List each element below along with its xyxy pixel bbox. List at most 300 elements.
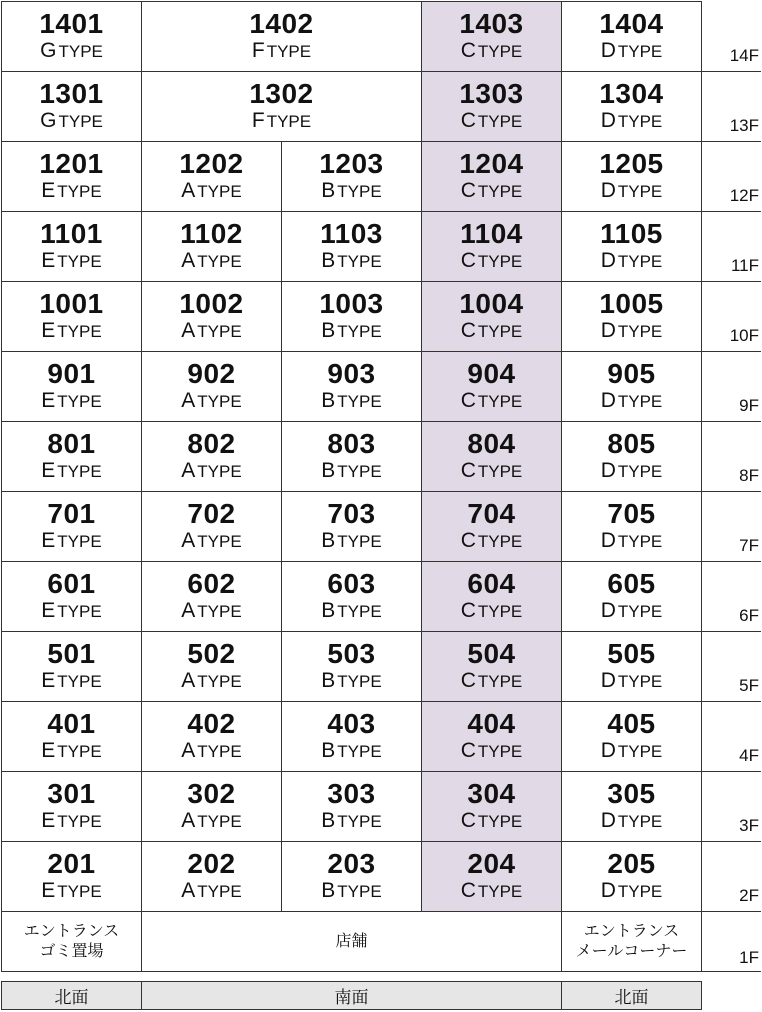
type-suffix: TYPE	[57, 322, 102, 341]
type-letter: D	[600, 529, 616, 552]
type-suffix: TYPE	[617, 252, 663, 271]
type-letter: E	[41, 879, 56, 902]
unit-type	[321, 879, 381, 904]
unit-number: 702	[187, 498, 236, 529]
type-suffix: TYPE	[617, 602, 663, 621]
floor-label-3F: 3F	[739, 816, 759, 835]
type-letter: D	[600, 669, 616, 692]
type-letter: E	[41, 599, 56, 622]
type-letter: A	[181, 459, 196, 482]
type-suffix: TYPE	[57, 532, 102, 551]
unit-type	[40, 39, 103, 64]
unit-type	[601, 39, 663, 64]
unit-type	[252, 109, 311, 134]
unit-cell-905[interactable]	[561, 351, 702, 422]
unit-cell-1304[interactable]	[561, 71, 702, 142]
floor-label-8F: 8F	[739, 466, 759, 485]
type-letter: C	[460, 319, 476, 342]
unit-cell-904[interactable]	[421, 351, 562, 422]
unit-type	[41, 879, 101, 904]
unit-type	[41, 459, 101, 484]
unit-number: 503	[327, 638, 376, 669]
floor-label-4F: 4F	[739, 746, 759, 765]
type-suffix: TYPE	[617, 182, 663, 201]
unit-number: 404	[467, 708, 516, 739]
type-suffix: TYPE	[477, 392, 523, 411]
unit-type	[41, 529, 101, 554]
unit-cell-601[interactable]	[1, 561, 142, 632]
unit-number: 304	[467, 778, 516, 809]
unit-number: 505	[607, 638, 656, 669]
unit-cell-1205[interactable]	[561, 141, 702, 212]
unit-type	[461, 529, 523, 554]
unit-number: 603	[327, 568, 376, 599]
unit-number: 803	[327, 428, 376, 459]
unit-type	[41, 809, 101, 834]
type-suffix: TYPE	[57, 462, 102, 481]
type-letter: D	[600, 809, 616, 832]
unit-cell-502[interactable]	[141, 631, 282, 702]
type-letter: B	[321, 319, 336, 342]
unit-cell-302[interactable]	[141, 771, 282, 842]
type-suffix: TYPE	[477, 812, 523, 831]
unit-type	[40, 109, 103, 134]
unit-cell-205[interactable]	[561, 841, 702, 912]
unit-type	[41, 179, 101, 204]
type-suffix: TYPE	[337, 252, 382, 271]
type-suffix: TYPE	[477, 112, 523, 131]
floor-label-10F: 10F	[729, 326, 759, 345]
type-letter: G	[40, 109, 57, 132]
unit-number: 403	[327, 708, 376, 739]
floor-divider	[701, 631, 761, 632]
unit-cell-503[interactable]	[281, 631, 422, 702]
unit-number: 1001	[39, 288, 104, 319]
orientation-left: 北面	[1, 981, 142, 1010]
unit-cell-1401[interactable]	[1, 1, 142, 72]
unit-cell-1404[interactable]	[561, 1, 702, 72]
unit-number: 1002	[179, 288, 244, 319]
type-letter: D	[600, 249, 616, 272]
floor-label-13F: 13F	[729, 116, 759, 135]
unit-cell-604[interactable]	[421, 561, 562, 632]
unit-type	[601, 249, 663, 274]
unit-number: 1402	[249, 8, 314, 39]
type-letter: C	[460, 669, 476, 692]
type-suffix: TYPE	[477, 182, 523, 201]
unit-cell-505[interactable]	[561, 631, 702, 702]
unit-number: 1203	[319, 148, 384, 179]
type-letter: D	[600, 319, 616, 342]
type-suffix: TYPE	[197, 182, 242, 201]
unit-type	[181, 879, 241, 904]
type-letter: B	[321, 739, 336, 762]
unit-number: 305	[607, 778, 656, 809]
unit-number: 205	[607, 848, 656, 879]
type-letter: B	[321, 669, 336, 692]
type-letter: C	[460, 109, 476, 132]
unit-cell-901[interactable]	[1, 351, 142, 422]
unit-number: 402	[187, 708, 236, 739]
type-letter: D	[600, 879, 616, 902]
type-suffix: TYPE	[266, 112, 312, 131]
unit-number: 602	[187, 568, 236, 599]
unit-number: 1205	[599, 148, 664, 179]
type-suffix: TYPE	[477, 252, 523, 271]
ground-right-entrance[interactable]	[561, 911, 702, 972]
unit-number: 1201	[39, 148, 104, 179]
type-letter: C	[460, 39, 476, 62]
unit-number: 802	[187, 428, 236, 459]
unit-type	[601, 179, 663, 204]
unit-cell-1203[interactable]	[281, 141, 422, 212]
type-letter: B	[321, 809, 336, 832]
unit-number: 302	[187, 778, 236, 809]
type-letter: B	[321, 529, 336, 552]
unit-cell-405[interactable]	[561, 701, 702, 772]
floor-divider	[701, 141, 761, 142]
type-letter: C	[460, 599, 476, 622]
unit-number: 1304	[599, 78, 664, 109]
unit-type	[601, 669, 663, 694]
unit-type	[461, 879, 523, 904]
unit-type	[181, 599, 241, 624]
floor-divider	[701, 841, 761, 842]
type-letter: C	[460, 459, 476, 482]
unit-number: 204	[467, 848, 516, 879]
unit-cell-401[interactable]	[1, 701, 142, 772]
unit-type	[461, 739, 523, 764]
unit-cell-1201[interactable]	[1, 141, 142, 212]
floor-divider	[701, 351, 761, 352]
type-letter: C	[460, 179, 476, 202]
unit-cell-603[interactable]	[281, 561, 422, 632]
unit-cell-1105[interactable]	[561, 211, 702, 282]
unit-cell-703[interactable]	[281, 491, 422, 562]
unit-number: 201	[47, 848, 96, 879]
unit-number: 1003	[319, 288, 384, 319]
unit-cell-902[interactable]	[141, 351, 282, 422]
unit-type	[41, 599, 101, 624]
ground-shop-line-1: 店舗	[335, 932, 368, 950]
ground-left-entrance-line-2: ゴミ置場	[39, 942, 104, 960]
type-letter: A	[181, 389, 196, 412]
unit-cell-301[interactable]	[1, 771, 142, 842]
floor-label-9F: 9F	[739, 396, 759, 415]
unit-type	[41, 669, 101, 694]
floor-divider	[701, 911, 761, 912]
type-letter: A	[181, 599, 196, 622]
unit-type	[181, 249, 241, 274]
unit-type	[181, 389, 241, 414]
unit-type	[601, 389, 663, 414]
unit-type	[181, 739, 241, 764]
type-letter: F	[251, 39, 265, 62]
type-suffix: TYPE	[337, 602, 382, 621]
type-suffix: TYPE	[337, 322, 382, 341]
type-letter: E	[41, 179, 56, 202]
unit-cell-1302[interactable]	[141, 71, 422, 142]
type-suffix: TYPE	[58, 112, 103, 131]
floor-divider	[701, 701, 761, 702]
type-letter: D	[600, 389, 616, 412]
type-suffix: TYPE	[337, 882, 382, 901]
type-suffix: TYPE	[477, 532, 523, 551]
unit-cell-404[interactable]	[421, 701, 562, 772]
unit-cell-805[interactable]	[561, 421, 702, 492]
type-letter: A	[181, 529, 196, 552]
unit-type	[41, 249, 101, 274]
floor-divider	[701, 771, 761, 772]
unit-type	[181, 319, 241, 344]
unit-number: 401	[47, 708, 96, 739]
unit-cell-305[interactable]	[561, 771, 702, 842]
unit-cell-403[interactable]	[281, 701, 422, 772]
type-letter: C	[460, 249, 476, 272]
unit-cell-1002[interactable]	[141, 281, 282, 352]
unit-cell-1202[interactable]	[141, 141, 282, 212]
unit-cell-1204[interactable]	[421, 141, 562, 212]
unit-cell-204[interactable]	[421, 841, 562, 912]
unit-cell-203[interactable]	[281, 841, 422, 912]
unit-cell-704[interactable]	[421, 491, 562, 562]
unit-type	[252, 39, 311, 64]
type-suffix: TYPE	[477, 322, 523, 341]
unit-cell-605[interactable]	[561, 561, 702, 632]
unit-cell-803[interactable]	[281, 421, 422, 492]
unit-type	[181, 459, 241, 484]
type-letter: B	[321, 459, 336, 482]
orientation-right: 北面	[561, 981, 702, 1010]
unit-type	[461, 179, 523, 204]
type-suffix: TYPE	[197, 742, 242, 761]
unit-cell-501[interactable]	[1, 631, 142, 702]
unit-number: 501	[47, 638, 96, 669]
type-suffix: TYPE	[337, 532, 382, 551]
type-letter: B	[321, 389, 336, 412]
floor-label-2F: 2F	[739, 886, 759, 905]
type-suffix: TYPE	[57, 742, 102, 761]
type-suffix: TYPE	[57, 182, 102, 201]
type-letter: C	[460, 739, 476, 762]
unit-cell-702[interactable]	[141, 491, 282, 562]
unit-type	[181, 179, 241, 204]
type-suffix: TYPE	[337, 392, 382, 411]
floor-divider	[701, 491, 761, 492]
unit-cell-1102[interactable]	[141, 211, 282, 282]
unit-type	[601, 109, 663, 134]
type-suffix: TYPE	[617, 112, 663, 131]
unit-number: 405	[607, 708, 656, 739]
ground-shop[interactable]	[141, 911, 562, 972]
unit-number: 203	[327, 848, 376, 879]
unit-number: 703	[327, 498, 376, 529]
type-suffix: TYPE	[197, 882, 242, 901]
unit-type	[41, 319, 101, 344]
unit-type	[601, 809, 663, 834]
type-suffix: TYPE	[197, 462, 242, 481]
unit-number: 601	[47, 568, 96, 599]
unit-type	[601, 599, 663, 624]
unit-number: 303	[327, 778, 376, 809]
type-suffix: TYPE	[617, 672, 663, 691]
type-letter: E	[41, 809, 56, 832]
unit-cell-1104[interactable]	[421, 211, 562, 282]
unit-type	[461, 459, 523, 484]
unit-cell-304[interactable]	[421, 771, 562, 842]
unit-type	[321, 529, 381, 554]
unit-type	[321, 179, 381, 204]
type-letter: E	[41, 319, 56, 342]
unit-type	[461, 319, 523, 344]
unit-type	[461, 389, 523, 414]
floor-divider	[701, 561, 761, 562]
unit-cell-1004[interactable]	[421, 281, 562, 352]
unit-cell-1303[interactable]	[421, 71, 562, 142]
floor-label-12F: 12F	[729, 186, 759, 205]
ground-left-entrance[interactable]	[1, 911, 142, 972]
type-suffix: TYPE	[617, 392, 663, 411]
type-letter: C	[460, 389, 476, 412]
unit-number: 903	[327, 358, 376, 389]
unit-cell-303[interactable]	[281, 771, 422, 842]
floor-divider	[701, 421, 761, 422]
unit-cell-504[interactable]	[421, 631, 562, 702]
type-suffix: TYPE	[197, 532, 242, 551]
type-letter: B	[321, 879, 336, 902]
unit-cell-402[interactable]	[141, 701, 282, 772]
type-suffix: TYPE	[477, 42, 523, 61]
type-suffix: TYPE	[197, 392, 242, 411]
type-suffix: TYPE	[617, 42, 663, 61]
type-letter: E	[41, 459, 56, 482]
unit-cell-1001[interactable]	[1, 281, 142, 352]
unit-type	[181, 529, 241, 554]
type-suffix: TYPE	[57, 252, 102, 271]
type-letter: D	[600, 739, 616, 762]
unit-type	[321, 599, 381, 624]
type-suffix: TYPE	[57, 882, 102, 901]
type-letter: A	[181, 879, 196, 902]
floor-label-11F: 11F	[730, 256, 759, 275]
unit-type	[41, 739, 101, 764]
type-suffix: TYPE	[337, 812, 382, 831]
unit-cell-1301[interactable]	[1, 71, 142, 142]
type-suffix: TYPE	[477, 882, 523, 901]
unit-cell-202[interactable]	[141, 841, 282, 912]
type-letter: C	[460, 529, 476, 552]
unit-type	[601, 879, 663, 904]
unit-type	[601, 739, 663, 764]
unit-cell-802[interactable]	[141, 421, 282, 492]
unit-cell-804[interactable]	[421, 421, 562, 492]
unit-cell-801[interactable]	[1, 421, 142, 492]
unit-number: 1103	[320, 218, 383, 249]
unit-number: 502	[187, 638, 236, 669]
type-letter: A	[181, 669, 196, 692]
unit-cell-1005[interactable]	[561, 281, 702, 352]
unit-number: 905	[607, 358, 656, 389]
type-suffix: TYPE	[477, 462, 523, 481]
type-suffix: TYPE	[57, 602, 102, 621]
type-suffix: TYPE	[617, 742, 663, 761]
floor-divider	[701, 281, 761, 282]
unit-type	[461, 599, 523, 624]
unit-number: 1105	[600, 218, 663, 249]
unit-cell-1403[interactable]	[421, 1, 562, 72]
unit-number: 1102	[180, 218, 243, 249]
type-suffix: TYPE	[57, 812, 102, 831]
unit-number: 804	[467, 428, 516, 459]
type-letter: A	[181, 319, 196, 342]
type-suffix: TYPE	[617, 882, 663, 901]
unit-number: 902	[187, 358, 236, 389]
type-letter: C	[460, 809, 476, 832]
unit-cell-1103[interactable]	[281, 211, 422, 282]
type-letter: B	[321, 249, 336, 272]
unit-number: 1404	[599, 8, 664, 39]
unit-cell-1101[interactable]	[1, 211, 142, 282]
unit-cell-1003[interactable]	[281, 281, 422, 352]
type-letter: E	[41, 739, 56, 762]
type-suffix: TYPE	[197, 322, 242, 341]
type-letter: F	[251, 109, 265, 132]
type-suffix: TYPE	[58, 42, 103, 61]
floor-divider	[701, 971, 761, 972]
unit-cell-602[interactable]	[141, 561, 282, 632]
ground-right-entrance-line-1: エントランス	[583, 922, 680, 940]
type-letter: E	[41, 249, 56, 272]
unit-type	[601, 319, 663, 344]
unit-type	[321, 319, 381, 344]
floor-divider	[701, 71, 761, 72]
orientation-center: 南面	[141, 981, 562, 1010]
unit-cell-705[interactable]	[561, 491, 702, 562]
unit-number: 1004	[459, 288, 524, 319]
type-suffix: TYPE	[337, 462, 382, 481]
unit-type	[181, 669, 241, 694]
type-suffix: TYPE	[57, 672, 102, 691]
type-letter: A	[181, 809, 196, 832]
type-suffix: TYPE	[477, 602, 523, 621]
type-letter: E	[41, 389, 56, 412]
unit-type	[181, 809, 241, 834]
unit-cell-201[interactable]	[1, 841, 142, 912]
unit-type	[461, 109, 523, 134]
unit-type	[601, 529, 663, 554]
unit-type	[321, 669, 381, 694]
type-suffix: TYPE	[197, 812, 242, 831]
ground-left-entrance-line-1: エントランス	[23, 922, 120, 940]
unit-number: 1005	[599, 288, 664, 319]
unit-number: 202	[187, 848, 236, 879]
unit-cell-701[interactable]	[1, 491, 142, 562]
floor-label-6F: 6F	[739, 606, 759, 625]
unit-cell-903[interactable]	[281, 351, 422, 422]
unit-cell-1402[interactable]	[141, 1, 422, 72]
floor-label-5F: 5F	[739, 676, 759, 695]
unit-number: 704	[467, 498, 516, 529]
unit-number: 801	[47, 428, 96, 459]
type-suffix: TYPE	[477, 672, 523, 691]
type-suffix: TYPE	[197, 602, 242, 621]
type-letter: A	[181, 249, 196, 272]
unit-number: 604	[467, 568, 516, 599]
ground-right-entrance-line-2: メールコーナー	[575, 942, 688, 960]
type-suffix: TYPE	[617, 322, 663, 341]
unit-type	[321, 249, 381, 274]
unit-number: 1301	[39, 78, 104, 109]
